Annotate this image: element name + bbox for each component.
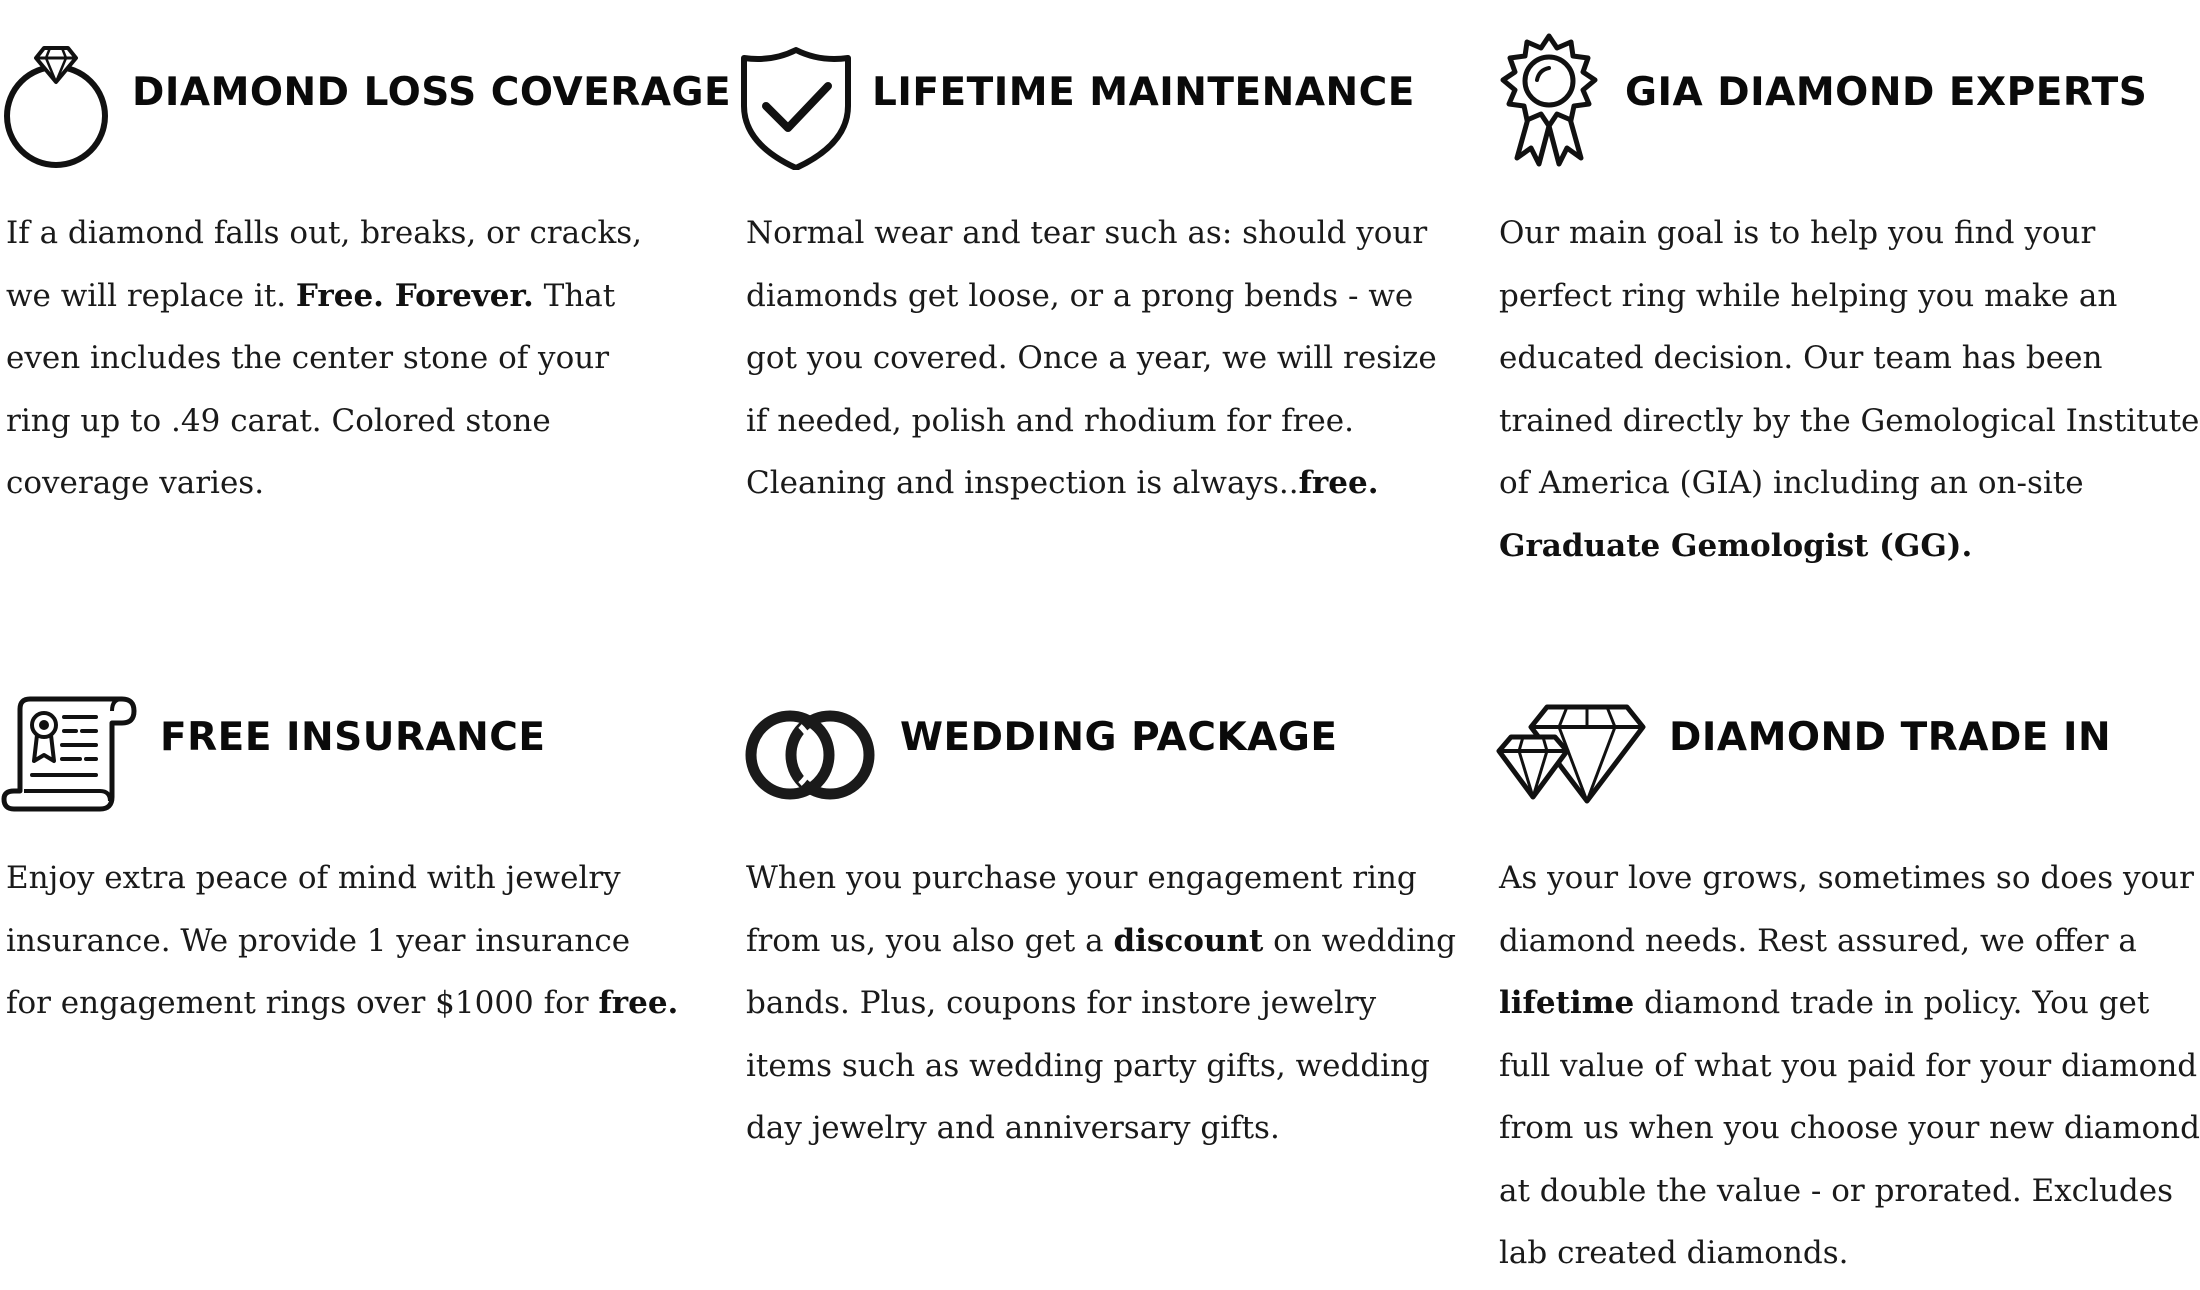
feature-diamond-trade-in [1493,675,2200,1285]
feature-header [740,675,1460,825]
feature-title: DIAMOND TRADE IN [1669,715,2112,761]
feature-description: Enjoy extra peace of mind with jewelry insurance. We provide 1 year insurance for engagement rings over $1000 for free. [6,860,679,1021]
feature-description: If a diamond falls out, breaks, or cracks, we will replace it. Free. Forever. That even includes the center stone of your ring up to .49 carat. Colored stone coverage varies. [6,215,643,501]
diamonds-icon [1493,685,1649,815]
feature-diamond-loss-coverage [0,30,732,515]
feature-free-insurance [0,675,680,1035]
wedding-rings-icon [740,685,880,815]
feature-header [1493,675,2200,825]
diamond-ring-icon [0,40,112,170]
feature-title: DIAMOND LOSS COVERAGE [132,70,732,116]
feature-wedding-package [740,675,1460,1160]
feature-title: WEDDING PACKAGE [900,715,1338,761]
feature-title: LIFETIME MAINTENANCE [872,70,1415,116]
feature-description: When you purchase your engagement ring from us, you also get a discount on wedding bands. Plus, coupons for instore jewelry items such as wedding party gifts, wedding day jewelry and anniversary gifts. [746,860,1456,1146]
certificate-scroll-icon [0,685,140,815]
feature-title: GIA DIAMOND EXPERTS [1625,70,2148,116]
feature-header [0,675,680,825]
feature-description: Normal wear and tear such as: should your diamonds get loose, or a prong bends - we got you covered. Once a year, we will resize if needed, polish and rhodium for free. Cleaning and inspection is always..free. [746,215,1437,501]
feature-gia-diamond-experts [1493,30,2200,577]
feature-header [1493,30,2200,180]
shield-check-icon [740,40,852,170]
feature-header [740,30,1460,180]
award-ribbon-icon [1493,30,1605,180]
feature-description: Our main goal is to help you find your perfect ring while helping you make an educated decision. Our team has been trained directly by the Gemological Institute of America (GIA) including an on-site Graduate Gemologist (GG). [1499,215,2200,564]
feature-lifetime-maintenance [740,30,1460,515]
feature-title: FREE INSURANCE [160,715,546,761]
feature-description: As your love grows, sometimes so does your diamond needs. Rest assured, we offer a lifetime diamond trade in policy. You get full value of what you paid for your diamond from us when you choose your new diamond at double the value - or prorated. Excludes lab created diamonds. [1499,860,2200,1271]
feature-header [0,30,732,180]
